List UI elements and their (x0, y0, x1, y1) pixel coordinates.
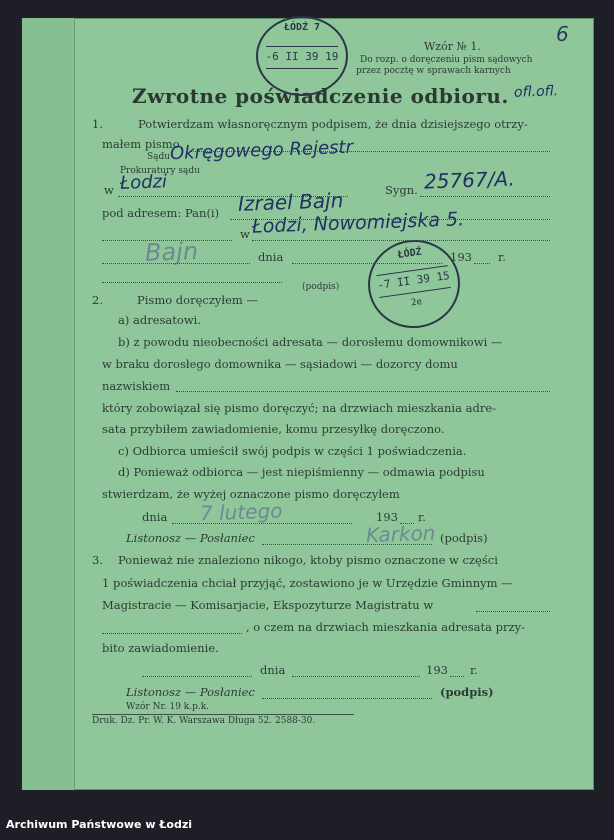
section-3-line-1: Ponieważ nie znaleziono nikogo, ktoby pismo oznaczone w części (118, 553, 498, 567)
section-2-postman: Listonosz — Posłaniec (126, 531, 255, 545)
section-2-podpis: (podpis) (440, 531, 488, 545)
section-2-d2: stwierdzam, że wyżej oznaczone pismo doręczyłem (102, 487, 400, 501)
section-2-b4: który zobowiązał się pismo doręczyć; na drzwiach mieszkania adre- (102, 401, 497, 415)
label-prokuratury: Prokuratury sądu (120, 166, 200, 176)
section-3-r: r. (470, 663, 478, 677)
postmark-stamp-2: ŁÓDŹ -7 II 39 15 2e (362, 234, 465, 334)
section-2-d: d) Ponieważ odbiorca — jest niepiśmienny — odmawia podpisu (118, 465, 485, 479)
handwritten-city: Łodzi (119, 171, 168, 194)
postmark-stamp-1: ŁÓDŹ 7 -6 II 39 19 (256, 16, 348, 96)
section-1-line-1: Potwierdzam własnoręcznym podpisem, że dnia dzisiejszego otrzy- (138, 117, 528, 131)
label-sadu: Sądu (147, 152, 171, 162)
handwritten-sygn: 25767/A. (423, 166, 516, 194)
label-dnia: dnia (258, 250, 284, 264)
section-3-dnia: dnia (260, 663, 286, 677)
recipient-signature: Bajn (144, 237, 199, 267)
section-2-dnia: dnia (142, 510, 168, 524)
handwritten-name: Izrael Bajn (237, 188, 344, 216)
header-note-1: Do rozp. o doręczeniu pism sądowych (360, 55, 533, 65)
label-address: pod adresem: Pan(i) (102, 206, 220, 220)
label-w-2: w (240, 227, 250, 241)
section-3-podpis: (podpis) (440, 685, 494, 699)
section-3-number: 3. (92, 553, 103, 567)
document-fold-strip (22, 18, 75, 790)
handwritten-address: Łodzi, Nowomiejska 5. (251, 208, 465, 238)
archive-caption: Archiwum Państwowe w Łodzi (6, 818, 193, 831)
page-number: 6 (556, 22, 569, 46)
title-annotation: ofl.ofl. (513, 83, 559, 101)
section-3-line-3: Magistracie — Komisarjacie, Ekspozyturze Magistratu w (102, 598, 434, 612)
label-podpis-1: (podpis) (302, 282, 340, 292)
page-title: Zwrotne poświadczenie odbioru. (132, 84, 509, 108)
label-r: r. (498, 250, 506, 264)
section-2-b3: nazwiskiem (102, 379, 171, 393)
form-reference: Wzór Nr. 19 k.p.k. (126, 702, 210, 712)
section-2-year: 193 (376, 510, 398, 524)
section-1-number: 1. (92, 117, 103, 131)
section-2-r: r. (418, 510, 426, 524)
handwritten-delivery-date: 7 lutego (199, 498, 283, 526)
label-sygn: Sygn. (385, 183, 418, 197)
postman-signature: Karkon (365, 520, 436, 548)
header-note-2: przez pocztę w sprawach karnych (356, 66, 511, 76)
section-2-number: 2. (92, 293, 103, 307)
section-2-head: Pismo doręczyłem — (137, 293, 258, 307)
label-year: 193 (450, 250, 472, 264)
section-3-postman: Listonosz — Posłaniec (126, 685, 255, 699)
section-2-b5: sata przybiłem zawiadomienie, komu przesyłkę doręczono. (102, 422, 445, 436)
section-2-b: b) z powodu nieobecności adresata — dorosłemu domownikowi — (118, 335, 503, 349)
section-3-line-2: 1 poświadczenia chciał przyjąć, zostawiono je w Urzędzie Gminnym — (102, 576, 513, 590)
label-w: w (104, 183, 114, 197)
form-number: Wzór № 1. (424, 40, 481, 53)
handwritten-court: Okręgowego Rejestr (169, 136, 354, 165)
section-2-c: c) Odbiorca umieścił swój podpis w części 1 poświadczenia. (118, 444, 467, 458)
section-3-line-5: bito zawiadomienie. (102, 641, 219, 655)
printer-imprint: Druk. Dz. Pr. W. K. Warszawa Długa 52. 2588-30. (92, 716, 316, 726)
section-3-line-4: , o czem na drzwiach mieszkania adresata przy- (246, 620, 525, 634)
section-1-line-2: małem pismo (102, 137, 180, 151)
section-2-b2: w braku dorosłego domownika — sąsiadowi — dozorcy domu (102, 357, 458, 371)
section-2-a: a) adresatowi. (118, 313, 201, 327)
section-3-year: 193 (426, 663, 448, 677)
